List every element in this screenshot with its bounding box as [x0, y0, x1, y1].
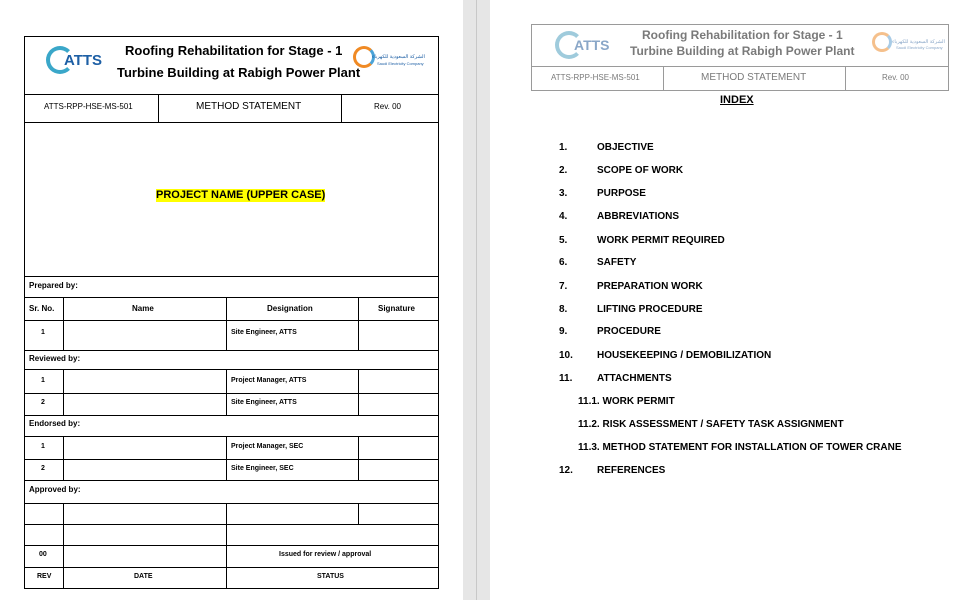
index-item-11[interactable]: ATTACHMENTS	[597, 373, 672, 384]
revision-status: Issued for review / approval	[279, 551, 372, 558]
rev-header: REV	[37, 573, 52, 580]
index-item-9[interactable]: PROCEDURE	[597, 326, 661, 337]
col-signature: Signature	[378, 304, 415, 313]
sec-logo-icon-right	[872, 32, 892, 52]
index-subitem-11-1[interactable]: 11.1. WORK PERMIT	[578, 396, 675, 407]
header-title-line2: Turbine Building at Rabigh Power Plant	[117, 65, 361, 80]
index-item-11-num: 11.	[559, 373, 573, 384]
prepared-row-designation: Site Engineer, ATTS	[231, 329, 297, 336]
header-title-line1: Roofing Rehabilitation for Stage - 1	[125, 43, 343, 58]
reviewed-by-label: Reviewed by:	[29, 354, 81, 363]
endorsed-by-label: Endorsed by:	[29, 419, 81, 428]
right-doc-type: METHOD STATEMENT	[701, 72, 807, 83]
doc-type: METHOD STATEMENT	[196, 101, 302, 112]
index-item-1-num: 1.	[559, 142, 568, 153]
endorsed-row-2-designation: Site Engineer, SEC	[231, 465, 294, 472]
project-name: PROJECT NAME (UPPER CASE)	[156, 189, 326, 201]
sec-logo-english-right: Saudi Electricity Company	[896, 45, 943, 50]
index-item-3[interactable]: PURPOSE	[597, 188, 646, 199]
right-page	[490, 0, 975, 600]
index-subitem-11-3[interactable]: 11.3. METHOD STATEMENT FOR INSTALLATION OF TOWER CRANE	[578, 442, 902, 453]
index-item-2-num: 2.	[559, 165, 568, 176]
col-designation: Designation	[267, 304, 313, 313]
index-item-5[interactable]: WORK PERMIT REQUIRED	[597, 235, 725, 246]
right-header-title-line2: Turbine Building at Rabigh Power Plant	[630, 44, 855, 58]
revision-number: 00	[39, 551, 47, 558]
col-name: Name	[132, 304, 154, 313]
endorsed-row-1-designation: Project Manager, SEC	[231, 443, 304, 450]
index-subitem-11-2[interactable]: 11.2. RISK ASSESSMENT / SAFETY TASK ASSIGNMENT	[578, 419, 844, 430]
reviewed-row-1-designation: Project Manager, ATTS	[231, 377, 307, 384]
index-item-4[interactable]: ABBREVIATIONS	[597, 211, 680, 222]
endorsed-row-1-sr: 1	[41, 443, 45, 450]
prepared-by-label: Prepared by:	[29, 281, 78, 290]
col-sr-no: Sr. No.	[29, 304, 55, 313]
approved-by-label: Approved by:	[29, 485, 81, 494]
sec-logo-arabic-right: الشركة السعودية للكهرباء	[892, 39, 945, 45]
prepared-row-sr: 1	[41, 329, 45, 336]
atts-logo-text-right: ATTS	[574, 37, 610, 53]
reviewed-row-2-sr: 2	[41, 399, 45, 406]
index-item-6-num: 6.	[559, 257, 568, 268]
index-item-7-num: 7.	[559, 281, 568, 292]
index-item-12-num: 12.	[559, 465, 573, 476]
reviewed-row-1-sr: 1	[41, 377, 45, 384]
index-item-4-num: 4.	[559, 211, 568, 222]
index-item-10-num: 10.	[559, 350, 573, 361]
index-item-10[interactable]: HOUSEKEEPING / DEMOBILIZATION	[597, 350, 772, 361]
revision-label: Rev. 00	[374, 102, 401, 111]
index-item-1[interactable]: OBJECTIVE	[597, 142, 654, 153]
date-header: DATE	[134, 573, 153, 580]
right-revision-label: Rev. 00	[882, 73, 909, 82]
right-doc-number: ATTS-RPP-HSE-MS-501	[551, 73, 640, 82]
index-title: INDEX	[720, 94, 754, 106]
left-page	[0, 0, 463, 600]
index-item-2[interactable]: SCOPE OF WORK	[597, 165, 684, 176]
doc-number: ATTS-RPP-HSE-MS-501	[44, 102, 133, 111]
sec-logo-english: Saudi Electricity Company	[377, 61, 424, 66]
index-item-3-num: 3.	[559, 188, 568, 199]
index-item-8[interactable]: LIFTING PROCEDURE	[597, 304, 703, 315]
endorsed-row-2-sr: 2	[41, 465, 45, 472]
page-divider	[476, 0, 477, 600]
index-item-7[interactable]: PREPARATION WORK	[597, 281, 703, 292]
right-header-title-line1: Roofing Rehabilitation for Stage - 1	[642, 28, 843, 42]
index-item-5-num: 5.	[559, 235, 568, 246]
atts-logo-text: ATTS	[64, 52, 103, 69]
reviewed-row-2-designation: Site Engineer, ATTS	[231, 399, 297, 406]
sec-logo-arabic: الشركة السعودية للكهرباء	[372, 54, 425, 60]
index-item-12[interactable]: REFERENCES	[597, 465, 666, 476]
index-item-9-num: 9.	[559, 326, 568, 337]
index-item-6[interactable]: SAFETY	[597, 257, 637, 268]
index-item-8-num: 8.	[559, 304, 568, 315]
status-header: STATUS	[317, 573, 344, 580]
